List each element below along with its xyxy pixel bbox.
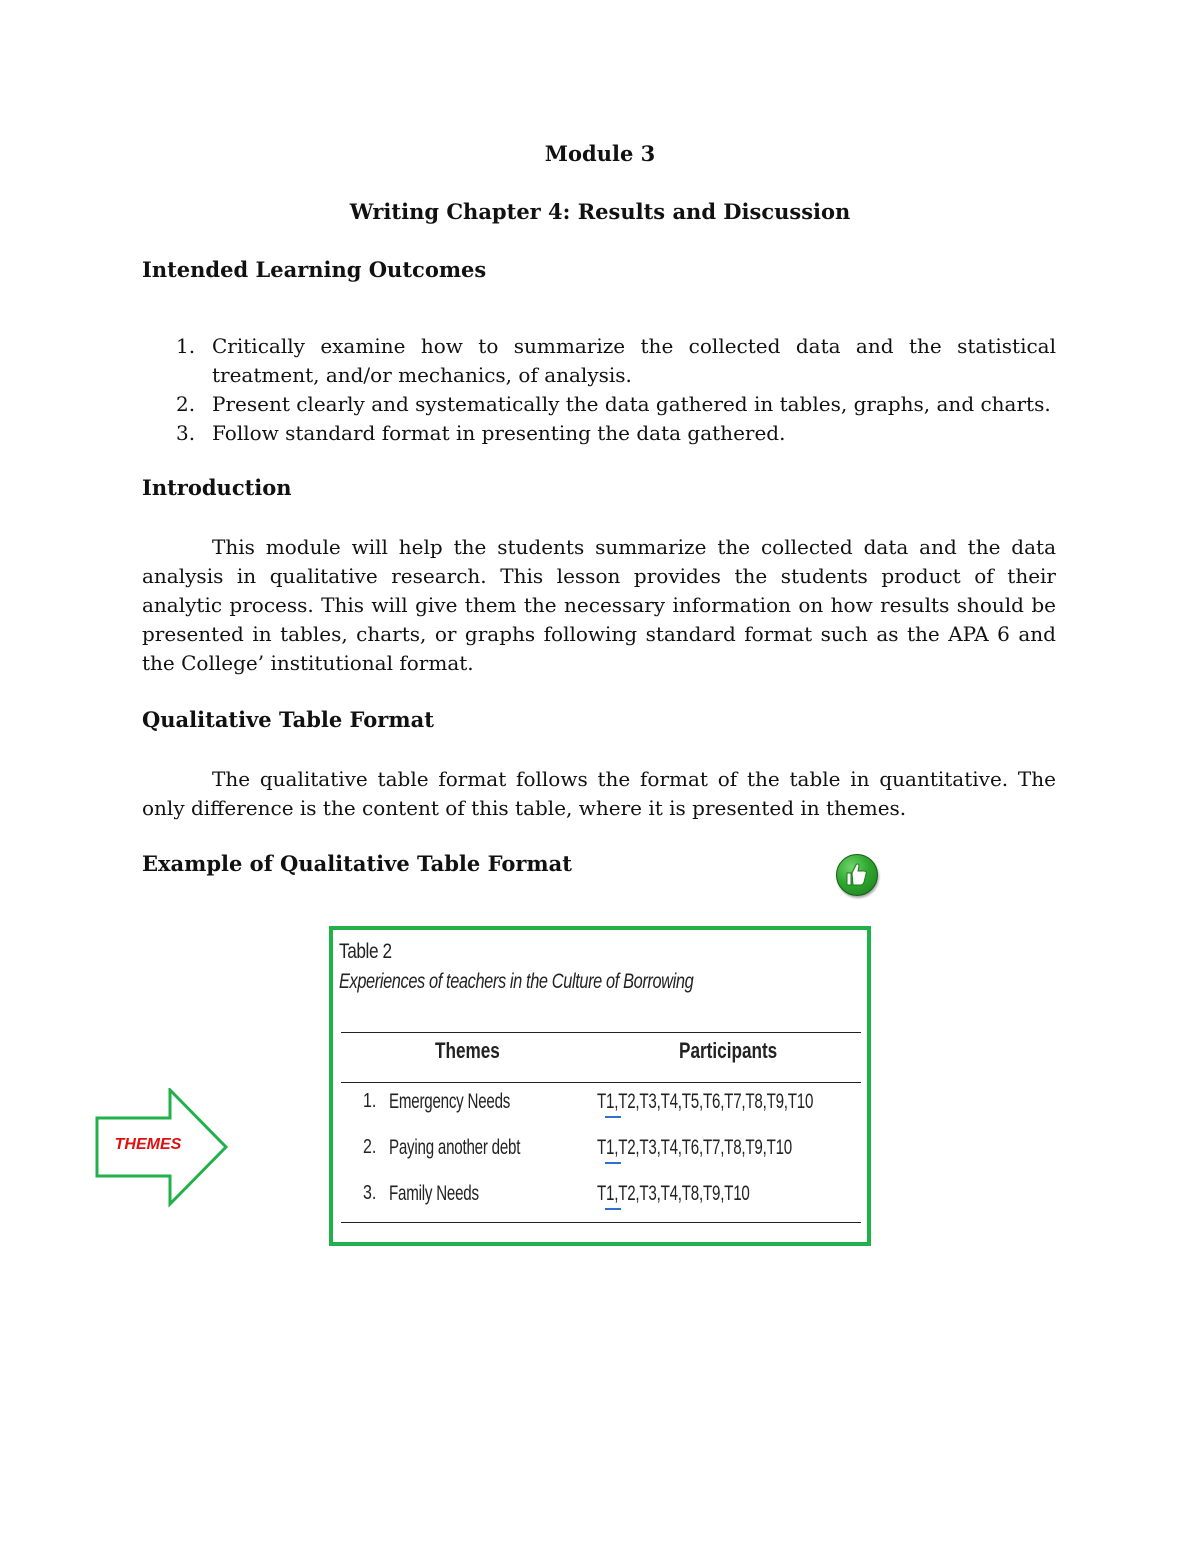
ilo-list — [142, 332, 1056, 448]
qualitative-table-paragraph: The qualitative table format follows the format of the table in quantitative. The only difference is the content of this table, where it is presented in themes. — [142, 767, 1056, 820]
ilo-item — [142, 332, 1056, 390]
themes-callout-label: THEMES — [114, 1136, 182, 1153]
row-participants: T1,T2,T3,T4,T5,T6,T7,T8,T9,T10 — [597, 1090, 814, 1113]
example-heading: Example of Qualitative Table Format — [142, 851, 572, 876]
ilo-item-text: Follow standard format in presenting the data gathered. — [212, 421, 786, 445]
spellcheck-underline — [605, 1208, 621, 1210]
introduction-paragraph: This module will help the students summarize the collected data and the data analysis in qualitative research. This lesson provides the students product of their analytic process. This will give them the necessary information on how results should be presented in tables, charts, or graphs following standard format such as the APA 6 and the College’ institutional format. — [142, 535, 1056, 675]
spellcheck-underline — [605, 1116, 621, 1118]
row-theme: Emergency Needs — [389, 1090, 511, 1113]
ilo-item-text: Present clearly and systematically the data gathered in tables, graphs, and charts. — [212, 392, 1051, 416]
row-participants: T1,T2,T3,T4,T6,T7,T8,T9,T10 — [597, 1136, 792, 1159]
thumbs-up-icon — [836, 854, 878, 896]
module-title: Module 3 — [544, 141, 656, 166]
table-top-rule — [341, 1032, 861, 1033]
row-number: 1. — [363, 1090, 377, 1112]
row-number: 3. — [363, 1182, 377, 1204]
table-subtitle: Experiences of teachers in the Culture of Borrowing — [339, 970, 694, 993]
table-row — [333, 1136, 867, 1166]
chapter-title: Writing Chapter 4: Results and Discussion — [349, 199, 851, 224]
row-theme: Paying another debt — [389, 1136, 521, 1159]
participants-column-header: Participants — [679, 1038, 778, 1063]
example-table-figure — [329, 926, 871, 1246]
themes-column-header: Themes — [435, 1038, 500, 1063]
table-bottom-rule — [341, 1222, 861, 1223]
row-number: 2. — [363, 1136, 377, 1158]
table-row — [333, 1182, 867, 1212]
table-caption: Table 2 — [339, 940, 392, 963]
spellcheck-underline — [605, 1162, 621, 1164]
ilo-item — [142, 419, 1056, 448]
ilo-item-number: 3. — [176, 421, 196, 445]
introduction-heading: Introduction — [142, 475, 292, 500]
row-participants: T1,T2,T3,T4,T8,T9,T10 — [597, 1182, 750, 1205]
row-theme: Family Needs — [389, 1182, 479, 1205]
ilo-item-number: 1. — [176, 334, 196, 358]
ilo-item — [142, 390, 1056, 419]
ilo-item-number: 2. — [176, 392, 196, 416]
table-row — [333, 1090, 867, 1120]
ilo-heading: Intended Learning Outcomes — [142, 257, 487, 282]
ilo-item-text: Critically examine how to summarize the collected data and the statistical treatment, and/or mechanics, of analysis. — [212, 334, 1056, 387]
qualitative-table-heading: Qualitative Table Format — [142, 707, 434, 732]
table-header-rule — [341, 1082, 861, 1083]
